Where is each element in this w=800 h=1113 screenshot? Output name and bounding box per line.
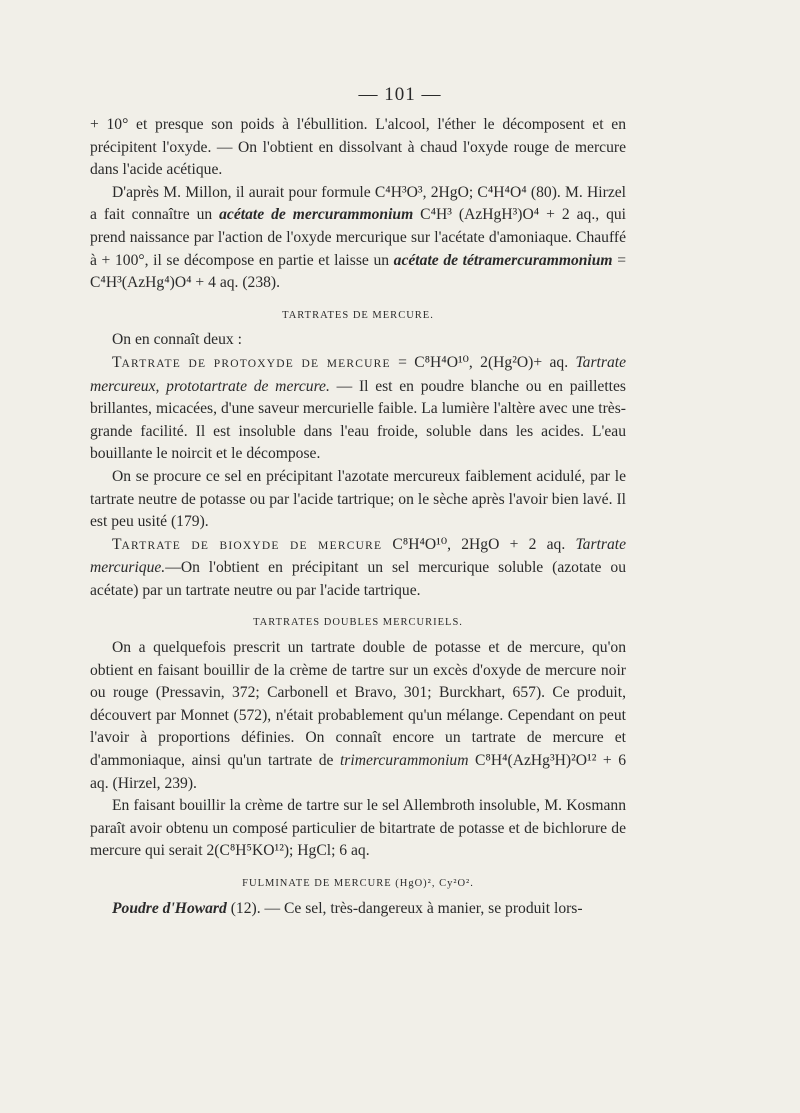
- text-run: On a quelquefois prescrit un tartrate double de potasse et de mercure, qu'on obtient en faisant bouillir de la crème de tartre sur un excès d'oxyde de mercure noir ou rouge (Pressavin, 372; Carbonell et Bravo, 301; Burckhart, 657). Ce produit, découvert par Monnet (572), n'était probablement qu'un mélange. Cependant on peut l'avoir à proportions définies. On connaît encore un tartrate de mercure et d'ammoniaque, ainsi qu'un tartrate de: [90, 639, 626, 770]
- paragraph: + 10° et presque son poids à l'ébullition. L'alcool, l'éther le décomposent et en précipitent l'oxyde. — On l'obtient en dissolvant à chaud l'oxyde rouge de mercure dans l'acide acétique.: [90, 116, 626, 179]
- page-number: — 101 —: [358, 84, 442, 105]
- entry-title: ARTRATE DE BIOXYDE DE MERCURE: [121, 539, 383, 552]
- compound-name: acétate de mercurammonium: [219, 206, 414, 224]
- entry-synonym: Tartrate mercurique.: [90, 535, 626, 577]
- text-run: = C⁸H⁴O¹⁰, 2(Hg²O)+ aq.: [390, 353, 576, 371]
- section-heading: FULMINATE DE MERCURE (HgO)², Cy²O².: [242, 878, 474, 889]
- entry-initial: T: [112, 353, 122, 371]
- entry-initial: T: [112, 535, 122, 553]
- entry-title: ARTRATE DE PROTOXYDE DE MERCURE: [121, 357, 391, 370]
- text-run: D'après M. Millon, il aurait pour formule C⁴H³O³, 2HgO; C⁴H⁴O⁴ (80). M. Hirzel a fait connaître un: [90, 183, 626, 224]
- paragraph: En faisant bouillir la crème de tartre sur le sel Allembroth insoluble, M. Kosmann paraît avoir obtenu un composé particulier de bitartrate de potasse et de bichlorure de mercure qui serait 2(C⁸H⁵KO¹²); HgCl; 6 aq.: [90, 797, 626, 860]
- text-run: = C⁴H³(AzHg⁴)O⁴ + 4 aq. (238).: [90, 251, 626, 292]
- paragraph: [90, 534, 626, 603]
- text-run: C⁸H⁴(AzHg³H)²O¹² + 6 aq. (Hirzel, 239).: [90, 752, 627, 792]
- entry-title: Poudre d'Howard: [112, 899, 227, 917]
- compound-name: acétate de tétramercurammonium: [393, 251, 613, 269]
- text-run: (12). — Ce sel, très-dangereux à manier, se produit lors-: [226, 899, 583, 917]
- compound-name: trimercurammonium: [339, 752, 469, 770]
- section-heading: TARTRATES DE MERCURE.: [282, 309, 434, 321]
- paragraph: [90, 352, 626, 466]
- paragraph: On se procure ce sel en précipitant l'azotate mercureux faiblement acidulé, par le tartrate neutre de potasse ou par l'acide tartrique; on le sèche après l'avoir bien lavé. Il est peu usité (179).: [90, 467, 626, 531]
- paragraph: [90, 637, 626, 795]
- text-run: — Il est en poudre blanche ou en paillettes brillantes, micacées, d'une saveur mercurielle faible. La lumière l'altère avec une très-grande facilité. Il est insoluble dans l'eau froide, soluble dans les acides. L'eau bouillante le noircit et le décompose.: [90, 377, 626, 463]
- text-run: —On l'obtient en précipitant un sel mercurique soluble (azotate ou acétate) par un tartrate neutre ou par l'acide tartrique.: [90, 559, 626, 599]
- paragraph: [90, 898, 626, 921]
- text-run: C⁴H³ (AzHgH³)O⁴ + 2 aq., qui prend naissance par l'action de l'oxyde mercurique sur l'acétate d'amoniaque. Chauffé à + 100°, il se décompose en partie et laisse un: [90, 206, 626, 269]
- paragraph: On en connaît deux :: [112, 331, 242, 349]
- entry-synonym: Tartrate mercureux, prototartrate de mercure.: [90, 353, 626, 395]
- section-heading: TARTRATES DOUBLES MERCURIELS.: [253, 617, 463, 629]
- text-body: [90, 114, 626, 920]
- paragraph: [90, 182, 626, 295]
- text-run: C⁸H⁴O¹⁰, 2HgO + 2 aq.: [382, 535, 576, 553]
